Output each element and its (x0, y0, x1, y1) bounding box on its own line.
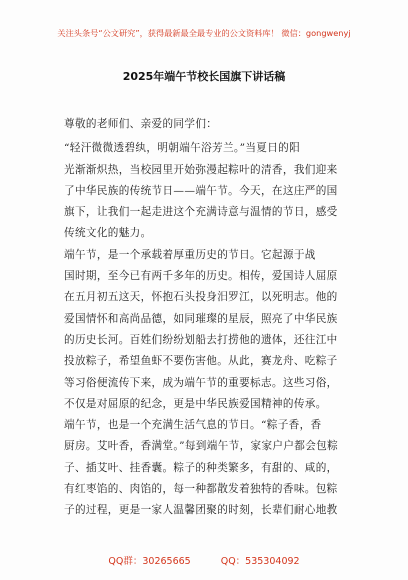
text-line: 传统文化的魅力。 (64, 227, 152, 240)
text-line: 等习俗便流传下来，成为端午节的重要标志。这些习俗， (64, 376, 338, 389)
qq-group-number: QQ群：30265665 (108, 556, 191, 567)
text-line: 光渐渐炽热，当校园里开始弥漫起粽叶的清香，我们迎来 (64, 163, 338, 176)
greeting-line: 尊敬的老师们、亲爱的同学们： (64, 118, 218, 130)
paragraph-1 (64, 138, 346, 244)
text-line: 了中华民族的传统节日——端午节。今天，在这庄严的国 (64, 184, 338, 197)
text-line: 不仅是对屈原的纪念，更是中华民族爱国精神的传承。 (64, 397, 327, 410)
text-line: 端午节，也是一个充满生活气息的节日。“粽子香，香 (64, 419, 322, 432)
text-line: 旗下，让我们一起走进这个充满诗意与温情的节日，感受 (64, 206, 338, 219)
paragraph-2 (64, 245, 346, 415)
text-line: 厨房。艾叶香，香满堂。”每到端午节，家家户户都会包粽 (64, 440, 339, 453)
document-title: 2025年端午节校长国旗下讲话稿 (122, 70, 286, 83)
text-line: 在五月初五这天，怀抱石头投身汨罗江，以死明志。他的 (64, 291, 338, 304)
promo-banner: 关注头条号“公文研究”，获得最新最全最专业的公文资料库！ 微信：gongwenyj (57, 28, 351, 38)
text-line: “轻汗微微透碧纨，明朝端午浴芳兰。”当夏日的阳 (64, 142, 301, 155)
text-line: 国时期，至今已有两千多年的历史。相传，爱国诗人屈原 (64, 270, 338, 283)
document-body (64, 114, 346, 522)
text-line: 投放粽子，希望鱼虾不要伤害他。从此，赛龙舟、吃粽子 (64, 355, 338, 368)
text-line: 端午节，是一个承载着厚重历史的节日。它起源于战 (64, 248, 316, 261)
paragraph-3 (64, 415, 346, 521)
qq-number: QQ：535304092 (220, 556, 300, 567)
contact-footer (0, 553, 408, 567)
text-line: 子的过程，更是一家人温馨团聚的时刻，长辈们耐心地教 (64, 504, 338, 517)
text-line: 爱国情怀和高尚品德，如同璀璨的星辰，照亮了中华民族 (64, 312, 338, 325)
text-line: 的历史长河。百姓们纷纷划船去打捞他的遗体，还往江中 (64, 333, 338, 346)
text-line: 子、插艾叶、挂香囊。粽子的种类繁多，有甜的、咸的， (64, 461, 338, 474)
text-line: 有红枣馅的、肉馅的，每一种都散发着独特的香味。包粽 (64, 483, 338, 496)
